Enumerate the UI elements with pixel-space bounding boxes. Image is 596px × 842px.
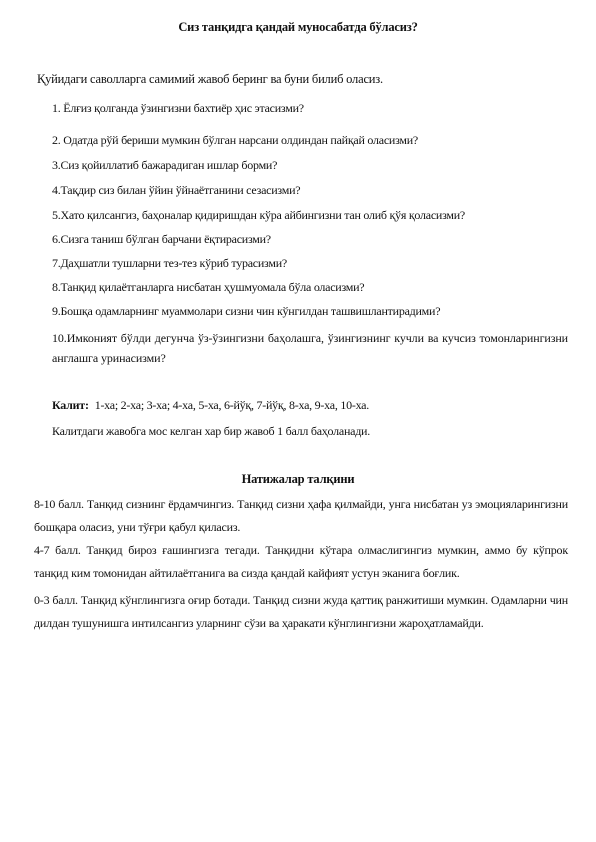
question-5: 5.Хато қилсангиз, баҳоналар қидиришдан кўра айбингизни тан олиб қўя қоласизми? [52, 208, 465, 222]
result-8-10: 8-10 балл. Танқид сизнинг ёрдамчингиз. Танқид сизни ҳафа қилмайди, унга нисбатан уз эмоцияларингизни бошқара оласиз, уни тўғри қабул қиласиз. [34, 497, 568, 534]
question-4: 4.Тақдир сиз билан ўйин ўйнаётганини сезасизми? [52, 183, 301, 197]
question-1: 1. Ёлғиз қолганда ўзингизни бахтиёр ҳис этасизми? [52, 101, 304, 115]
result-4-7: 4-7 балл. Танқид бироз ғашингизга тегади. Танқидни кўтара олмаслигингиз мумкин, аммо бу кўпрок танқид ким томонидан айтилаётганига ва сизда қандай кайфият устун эканига боғлик. [34, 543, 568, 580]
question-6: 6.Сизга таниш бўлган барчани ёқтирасизми? [52, 232, 271, 246]
question-3: 3.Сиз қойиллатиб бажарадиган ишлар борми? [52, 158, 278, 172]
question-9: 9.Бошқа одамларнинг муаммолари сизни чин кўнгилдан ташвишлантирадими? [52, 304, 441, 318]
intro-text: Қуйидаги саволларга самимий жавоб беринг ва буни билиб оласиз. [37, 72, 383, 86]
results-title: Натижалар талқини [241, 472, 355, 486]
question-10: 10.Имконият бўлди дегунча ўз-ўзингизни баҳолашга, ўзингизнинг кучли ва кучсиз томонларингизни англашга уринасизми? [52, 331, 568, 365]
question-2: 2. Одатда рўй бериши мумкин бўлган нарсани олдиндан пайқай оласизми? [52, 133, 418, 147]
question-7: 7.Даҳшатли тушларни тез-тез кўриб турасизми? [52, 256, 287, 270]
question-8: 8.Танқид қилаётганларга нисбатан ҳушмуомала бўла оласизми? [52, 280, 365, 294]
page-title: Сиз танқидга қандай муносабатда бўласиз? [178, 20, 418, 34]
answer-key-values: 1-ха; 2-ха; 3-ха; 4-ха, 5-ха, 6-йўқ, 7-йўқ, 8-ха, 9-ха, 10-ха. [94, 398, 369, 412]
result-0-3: 0-3 балл. Танқид кўнглингизга оғир ботади. Танқид сизни жуда қаттиқ ранжитиши мумкин. Одамларни чин дилдан тушунишга интилсангиз уларнинг сўзи ва ҳаракати кўнглингизни жароҳатламайди. [34, 593, 568, 630]
answer-key-label: Калит: [52, 398, 89, 412]
answer-key-note: Калитдаги жавобга мос келган хар бир жавоб 1 балл баҳоланади. [52, 424, 370, 438]
answer-key [52, 398, 369, 413]
